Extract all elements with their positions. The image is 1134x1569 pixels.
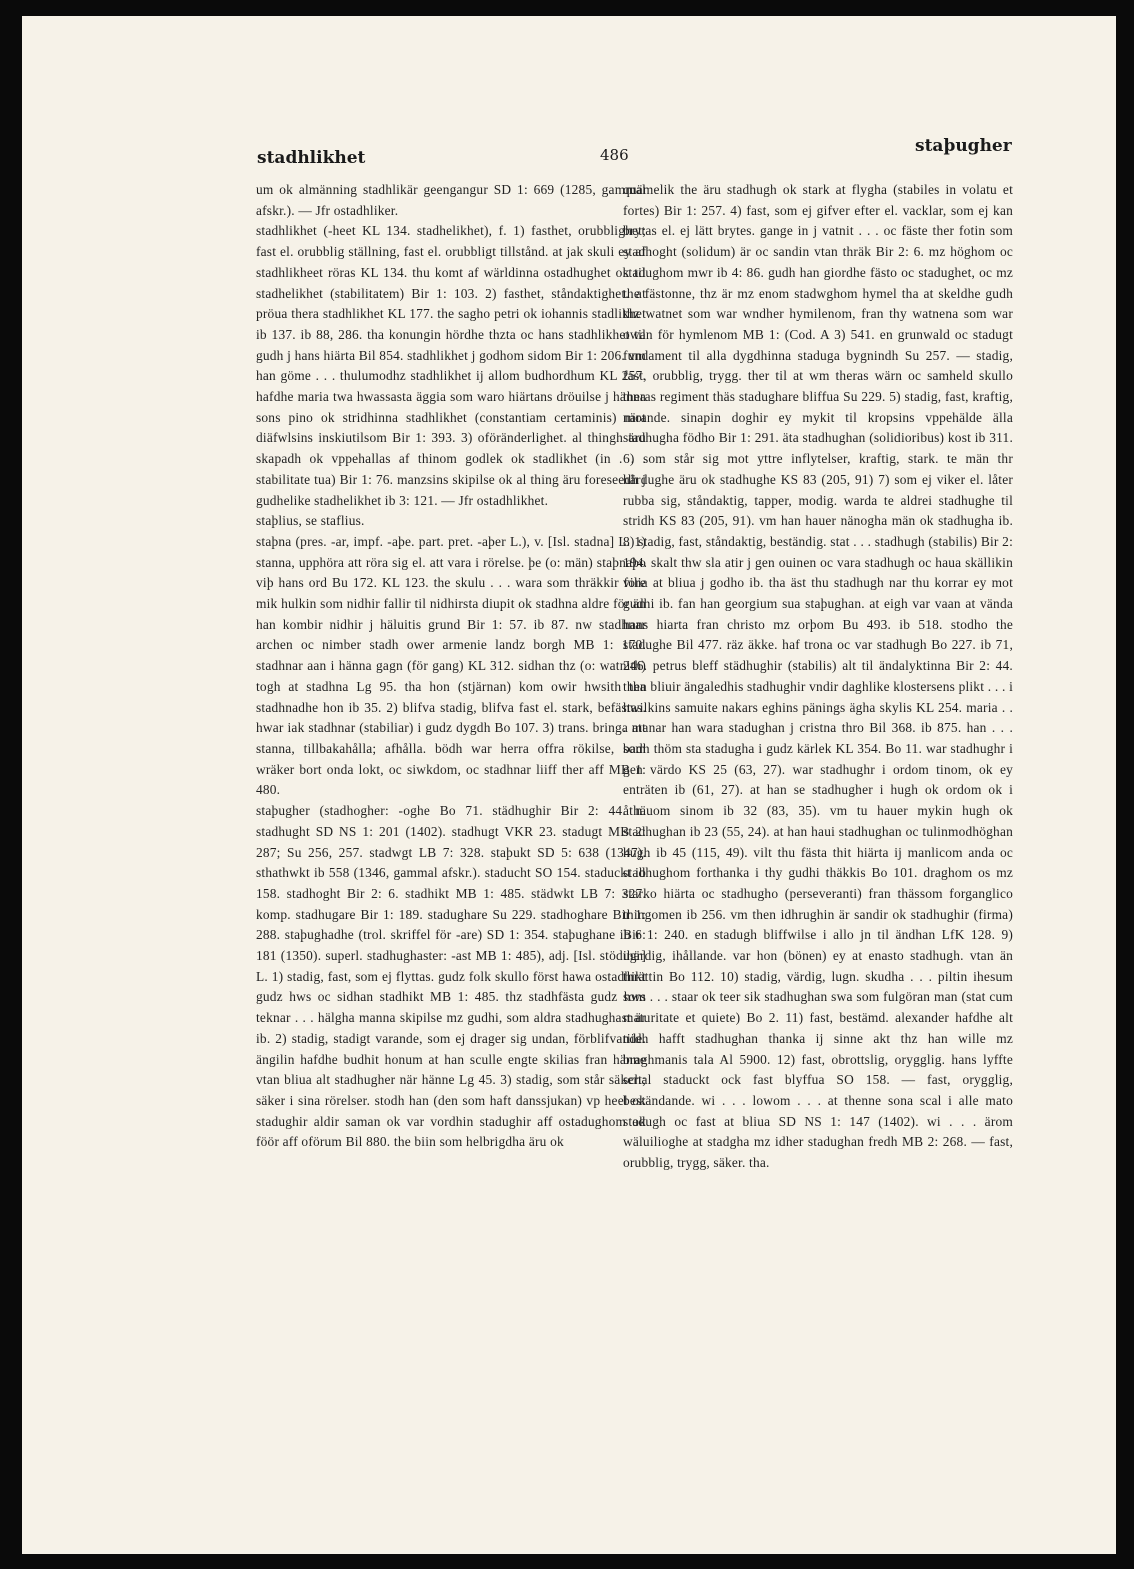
entry-continuation: um ok almänning stadhlikär geengangur SD 1: 669 (1285, gammal afskr.). — Jfr ostadhliker. [256, 182, 646, 218]
page-number: 486 [600, 146, 629, 164]
running-head-left: stadhlikhet [257, 148, 366, 168]
left-column [256, 180, 646, 1153]
entry-stadhlikhet: stadhlikhet (-heet KL 134. stadhelikhet), f. 1) fasthet, orubblighet; fast el. orubblig ställning, fast el. orubbligt tillstånd. at jak skuli ey af stadhlikheet röras KL 134. thu komt af wärldinna ostadhughet ok til stadhelikhet (stabilitatem) Bir 1: 103. 2) fasthet, ståndaktighet. at pröua thera stadhlikhet KL 177. the sagho petri ok iohannis stadlikhet ib 137. ib 88, 286. tha konungin hördhe thzta oc hans stadhlikhet til gudh j hans hiärta Bil 854. stadhlikhet j godhom sidom Bir 1: 206. vm han göme . . . thulumodhz stadhlikhet ij allom budhordhum KL 257. hafdhe maria twa hwassasta äggia som waro hiärtans dröuilse j hänna sons pino ok stridhinna stadhlikhet (constantiam certaminis) mot diäfwlsins inskiutilsom Bir 1: 393. 3) oföränderlighet. al thingh äru skapadh ok vppehallas af thinom godlek ok stadlikhet (in . . . stabilitate tua) Bir 1: 76. manzsins skipilse ok al thing äru foreseedh j gudhelike stadhelikhet ib 3: 121. — Jfr ostadhlikhet. [256, 223, 646, 508]
entry-stathugher: staþugher (stadhogher: -oghe Bo 71. städhughir Bir 2: 44. n. stadhught SD NS 1: 201 (1402). stadhugt VKR 23. stadugt MB 2: 287; Su 256, 257. stadwgt LB 7: 328. staþukt SD 5: 638 (1347). sthathwkt ib 558 (1346, gammal afskr.). staducht SO 154. staduckt ib 158. stadhoght Bir 2: 6. stadhikt MB 1: 485. städwkt LB 7: 327. komp. stadhugare Bir 1: 189. stadughare Su 229. stadhoghare Bir 1: 288. staþughadhe (trol. skriffel för -are) SD 1: 354. staþughane ib 6: 181 (1350). superl. stadhughaster: -ast MB 1: 485), adj. [Isl. stödugr] L. 1) stadig, fast, som ej flyttas. gudz folk skullo först hawa ostadhikt gudz hws oc sidhan stadhikt MB 1: 485. thz stadhfästa gudz hws teknar . . . hälgha manna skipilse mz gudhi, som aldra stadhughast är ib. 2) stadig, stadigt varande, som ej drager sig undan, förblifvande. ängilin hafdhe budhit honum at han sculle engte skilias fran hänne vtan bliua alt stadhugher när hänne Lg 45. 3) stadig, som står säkert; säker i sina rörelser. stodh han (den som haft danssjukan) vp heel ok stadughir aldir saman ok var vordhin stadughir aff ostadughom ok föör aff oförum Bil 880. the biin som helbrigdha äru ok [256, 803, 646, 1150]
right-column [623, 180, 1013, 1174]
entry-stathlius: staþlius, se staflius. [256, 513, 365, 529]
entry-stathugher-continued: quämelik the äru stadhugh ok stark at flygha (stabiles in volatu et fortes) Bir 1: 257. 4) fast, som ej gifver efter el. vacklar, som ej kan brytas el. ej lätt brytes. gange in j vatnit . . . oc fäste ther fotin som stadhoght (solidum) är oc sandin vtan thräk Bir 2: 6. mz höghom oc stadughom mwr ib 4: 86. gudh han giordhe fästo oc stadughet, oc mz the fästonne, thz är mz enom stadwghom hymel tha at skeldhe gudh thz watnet som war wndher hymilenom, fran thy watnena som war owan för hymlenom MB 1: (Cod. A 3) 541. en grunwald oc stadugt fundament til alla dygdhinna staduga bygnindh Su 257. — stadig, fast, orubblig, trygg. ther til at wm theras wärn oc samheld skullo theras regiment thäs stadughare bliffua Su 229. 5) stadig, fast, kraftig, närande. sinapin doghir ey mykit til kropsins vppehälde älla stadhugha födho Bir 1: 291. äta stadhughan (solidioribus) kost ib 311. 6) som står sig mot yttre inflytelser, kraftig, stark. te män thr härdughe äru ok stadhughe KS 83 (205, 91) 7) som ej viker el. låter rubba sig, ståndaktig, tapper, modig. warda te aldrei stadhughe til stridh KS 83 (205, 91). vm han hauer nänogha män ok stadhugha ib. 8) stadig, fast, ståndaktig, beständig. stat . . . stadhugh (stabilis) Bir 2: 194. skalt thw sla atir j gen ouinen oc vara stadhugh oc haua skällikin vilia at bliua j godho ib. tha äst thu stadhugh nar thu korrar ey mot gudhi ib. fan han georgium sua staþughan. at eigh var vaan at vända hans hiarta fran christo mz orþom Bu 493. ib 518. stodho the stadughe Bil 477. räz äkke. haf trona oc var stadhugh Bo 227. ib 71, 246. petrus bleff städhughir (stabilis) alt til ändalyktinna Bir 2: 44. then bliuir ängaledhis stadhughir vndir daghlike klostersens plikt . . . i hwilkins samuite nakars eghins pänings ägha skylis KL 254. maria . . . manar han wara stadughan j cristna thro Bil 368. ib 875. han . . . badh thöm sta stadugha i gudz kärlek KL 354. Bo 11. war stadhughr i gen värdo KS 25 (63, 27). war stadhughr i ordom tinom, ok ey enträten ib (61, 27). at han se stadhugher i hugh ok ordom ok i åthäuom sinom ib 32 (83, 35). vm tu hauer mykin hugh ok stadhughan ib 23 (55, 24). at han haui stadhughan oc tulinmodhöghan hugh ib 45 (115, 49). vilt thu fästa thit hiärta ij manlicom anda oc stadhughom forthanka i thy gudhi thäkkis Bo 101. draghom os mz starko hiärta oc stadhugho (perseveranti) fran thässom forganglico thingomen ib 256. vm then idhrughin är sandir ok stadhughir (firma) Bir 1: 240. en stadugh bliffwilse i allo jn til ändhan LfK 128. 9) ihärdig, ihållande. var hon (bönen) ey at enasto stadhugh. vtan än thrättin Bo 112. 10) stadig, värdig, lugn. skudha . . . piltin ihesum som . . . staar ok teer sik stadhughan swa som fulgöran man (stat cum maturitate et quiete) Bo 2. 11) fast, bestämd. alexander hafdhe alt tiidh hafft stadhughan thanka ij sinne akt thz han wille mz braghmanis tala Al 5900. 12) fast, obrottslig, orygglig. hans lyffte schal staduckt ock fast blyffua SO 158. — fast, orygglig, beständande. wi . . . lowom . . . at thenne sona scal i alle mato stadugh oc fast at bliua SD NS 1: 147 (1402). wi . . . ärom wäluilioghe at stadgha mz idher stadughan fredh MB 2: 268. — fast, orubblig, trygg, säker. tha. [623, 182, 1013, 1171]
running-head-right: staþugher [915, 136, 1012, 156]
entry-stathna: staþna (pres. -ar, impf. -aþe. part. pret. -aþer L.), v. [Isl. stadna] L. 1) stanna, upphöra att röra sig el. att vara i rörelse. þe (o: män) staþnaþo viþ hans ord Bu 172. KL 123. the skulu . . . wara som thräkkir fore mik hulkin som nidhir fallir til nidhirsta diupit ok stadhna aldre för än han kombir nidhir j häluitis grund Bir 1: 57. ib 87. nw stadhnar archen oc nimber stadh ower armenie landz borgh MB 1: 170. stadhnar aan i hänna gagn (för gang) KL 312. sidhan thz (o: watnith) togh at stadhna Lg 95. tha hon (stjärnan) kom owir hwsith tha stadhnadhe hon ib 35. 2) blifva stadig, blifva fast el. stark, befästas. hwar iak stadhnar (stabiliar) i gudz dygdh Bo 107. 3) trans. bringa att stanna, tillbakahålla; afhålla. bödh war herra offra rökilse, som wräker bort onda lokt, oc siwkdom, oc stadhnar liiff ther aff MB 1: 480. [256, 533, 646, 798]
